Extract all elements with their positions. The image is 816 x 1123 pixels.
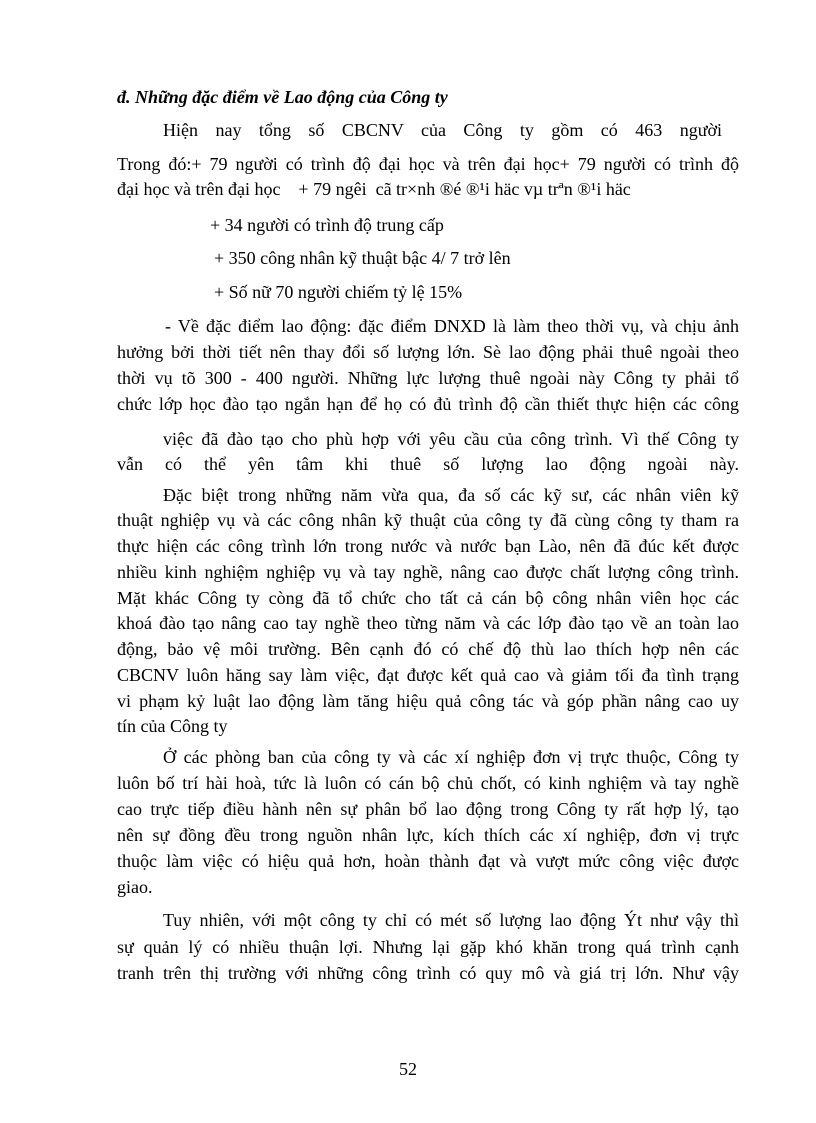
section-heading: đ. Những đặc điểm về Lao động của Công ty <box>117 87 448 107</box>
paragraph-line: Tuy nhiên, với một công ty chỉ có mét số lượng lao động Ýt như vậy thì <box>163 910 739 930</box>
paragraph-line: Mặt khác Công ty còng đã tổ chức cho tất cả cán bộ công nhân viên học các <box>117 588 739 608</box>
list-item: + Số nữ 70 người chiếm tỷ lệ 15% <box>214 282 463 302</box>
paragraph-line: cao trực tiếp điều hành nên sự phân bổ lao động trong Công ty rất hợp lý, tạo <box>117 799 739 819</box>
paragraph-line: nhiều kinh nghiệm nghiệp vụ và tay nghề, nâng cao được chất lượng công trình. <box>117 562 739 582</box>
paragraph-line: thuật nghiệp vụ và các công nhân kỹ thuật của công ty đã cùng công ty tham ra <box>117 510 739 530</box>
paragraph-line: vi phạm kỷ luật lao động làm tăng hiệu quả công tác và góp phần nâng cao uy <box>117 691 739 711</box>
paragraph-line: giao. <box>117 877 153 897</box>
paragraph-line: hưởng bởi thời tiết nên thay đổi số lượng lớn. Sè lao động phải thuê ngoài theo <box>117 342 739 362</box>
paragraph-line: chức lớp học đào tạo ngắn hạn để họ có đủ trình độ cần thiết thực hiện các công <box>117 394 739 414</box>
paragraph-line: - Về đặc điểm lao động: đặc điểm DNXD là làm theo thời vụ, và chịu ảnh <box>165 316 739 336</box>
paragraph-line: tranh trên thị trường với những công trình có quy mô và giá trị lớn. Như vậy <box>117 963 739 983</box>
paragraph-line: thuộc làm việc có hiệu quả hơn, hoàn thành đạt và vượt mức công việc được <box>117 851 739 871</box>
paragraph-line: thực hiện các công trình lớn trong nước và nước bạn Lào, nên đã đúc kết được <box>117 536 739 556</box>
paragraph-line: CBCNV luôn hăng say làm việc, đạt được kết quả cao và giảm tối đa tình trạng <box>117 665 739 685</box>
list-item: + 350 công nhân kỹ thuật bậc 4/ 7 trở lên <box>214 248 511 268</box>
paragraph-line: Trong đó:+ 79 người có trình độ đại học và trên đại học+ 79 người có trình độ <box>117 154 739 174</box>
paragraph-line: động, bảo vệ môi trường. Bên cạnh đó có chế độ thù lao thích hợp nên các <box>117 639 739 659</box>
paragraph-line: thời vụ tõ 300 - 400 người. Những lực lượng thuê ngoài này Công ty phải tổ <box>117 368 739 388</box>
list-item: + 34 người có trình độ trung cấp <box>210 215 444 235</box>
paragraph-line: sự quản lý có nhiều thuận lợi. Nhưng lại gặp khó khăn trong quá trình cạnh <box>117 937 739 957</box>
paragraph-line: tín của Công ty <box>117 716 228 736</box>
paragraph-line: vẫn có thể yên tâm khi thuê số lượng lao động ngoài này. <box>117 454 739 474</box>
paragraph-line: Ở các phòng ban của công ty và các xí nghiệp đơn vị trực thuộc, Công ty <box>163 747 739 767</box>
paragraph-line: luôn bố trí hài hoà, tức là luôn có cán bộ chủ chốt, có kinh nghiệm và tay nghề <box>117 773 739 793</box>
paragraph-line: nên sự đồng đều trong nguồn nhân lực, kích thích các xí nghiệp, đơn vị trực <box>117 825 739 845</box>
page-number: 52 <box>399 1059 417 1079</box>
paragraph-line: đại học và trên đại học + 79 ngêi cã tr×nh ®é ®¹i häc vµ trªn ®¹i häc <box>117 179 631 199</box>
paragraph-line: Đặc biệt trong những năm vừa qua, đa số các kỹ sư, các nhân viên kỹ <box>163 485 739 505</box>
paragraph-line: khoá đào tạo nâng cao tay nghề theo từng năm và các lớp đào tạo về an toàn lao <box>117 613 739 633</box>
paragraph-line: Hiện nay tổng số CBCNV của Công ty gồm có 463 người <box>163 120 722 140</box>
paragraph-line: việc đã đào tạo cho phù hợp với yêu cầu của công trình. Vì thế Công ty <box>163 429 739 449</box>
